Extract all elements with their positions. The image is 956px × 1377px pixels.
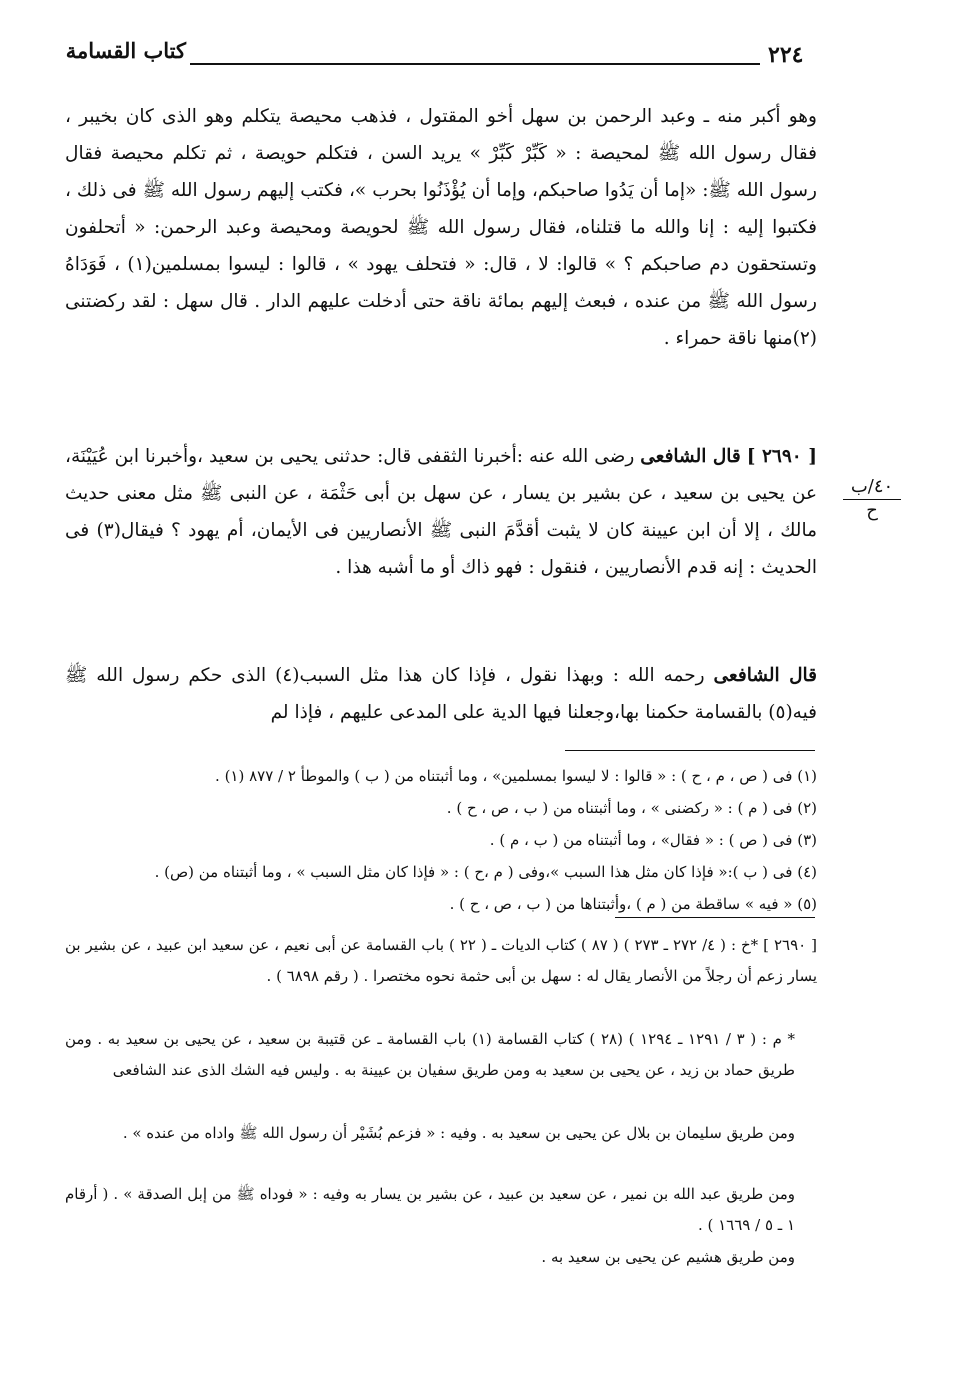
takhrij-entry: ومن طريق سليمان بن بلال عن يحيى بن سعيد به . وفيه : « فزعم بُشَيْر أن رسول الله ﷺ واداه من عنده » .	[122, 1124, 795, 1142]
takhrij-entry: [ ٢٦٩٠ ] *خ : ( ٤/ ٢٧٢ ـ ٢٧٣ ) ( ٨٧ ) كتاب الديات ـ ( ٢٢ ) باب القسامة عن أبى نعيم ، عن سعيد ابن عبيد ، عن بشير بن يسار زعم أن رجلاً من الأنصار يقال له : سهل بن أبى حثمة نحوه مختصرا . ( رقم ٦٨٩٨ ) .	[65, 936, 818, 985]
footnote-separator	[565, 750, 815, 751]
paragraph-text: :أخبرنا الثقفى قال: حدثنى يحيى بن سعيد ،وأخبرنا ابن عُيَيْنَة، عن يحيى بن سعيد ، عن بشير بن يسار ، عن سهل بن أبى حَثْمَة ، عن النبى ﷺ مثل معنى حديث مالك ، إلا أن ابن عيينة كان لا يثبت أقدَّمَ النبى ﷺ الأنصاريين فى الأيمان، أم يهود ؟ فيقال(٣) فى الحديث : إنه قدم الأنصاريين ، فنقول : فهو ذاك أو ما أشبه هذا .	[65, 446, 817, 578]
footnote: (١) فى ( ص ، م ، ح ) : « قالوا : لا ليسوا بمسلمين» ، وما أثبتناه من ( ب ) والموطأ ٢ / ٨٧٧ (١) .	[215, 767, 817, 785]
variant-notes	[80, 760, 817, 920]
takhrij-block	[65, 1118, 817, 1149]
takhrij-entry: ومن طريق عبد الله بن نمير ، عن سعيد بن عبيد ، عن بشير بن يسار به وفيه : « فوداه ﷺ من إبل الصدقة » . ( أرقام ١ ـ ٥ / ١٦٦٩ ) .	[65, 1185, 795, 1234]
takhrij-block	[65, 930, 817, 992]
folio-number: ٤٠/ب	[850, 476, 894, 497]
footnote: (٥) « فيه » ساقطة من ( م ) ،وأثبتناها من ( ب ، ص ، ح ) .	[449, 895, 817, 913]
footnote: (٢) فى ( م ) : « ركضنى » ، وما أثبتناه من ( ب ، ص ، ح ) .	[446, 799, 817, 817]
chapter-title: كتاب القسامة	[65, 38, 186, 63]
takhrij-block	[65, 1179, 817, 1241]
takhrij-separator	[615, 917, 815, 918]
manuscript-siglum: ح	[866, 500, 878, 521]
takhrij-entry: * م : ( ٣ / ١٢٩١ ـ ١٢٩٤ ) (٢٨ ) كتاب القسامة (١) باب القسامة ـ عن قتيبة بن سعيد ، عن يحيى بن سعيد به . ومن طريق حماد بن زيد ، عن يحيى بن سعيد به ومن طريق سفيان بن عيينة به . وليس فيه الشك الذى عند الشافعى	[65, 1030, 796, 1079]
page-number: ٢٢٤	[768, 42, 804, 68]
footnote: (٤) فى ( ب ):« فإذا كان مثل هذا السبب »،وفى ( م ،ح ) : « فإذا كان مثل السبب » ، وما أثبتناه من (ص) .	[154, 863, 817, 881]
speaker-name: قال الشافعى	[640, 446, 741, 467]
takhrij-block	[65, 1024, 817, 1086]
takhrij-entry: ومن طريق هشيم عن يحيى بن سعيد به .	[541, 1248, 795, 1266]
main-paragraph-3	[65, 657, 817, 731]
manuscript-folio-note	[842, 476, 902, 521]
main-paragraph-2	[65, 438, 817, 586]
header-rule	[190, 63, 760, 65]
footnote: (٣) فى ( ص ) : « فقال» ، وما أثبتناه من ( ب ، م ) .	[489, 831, 817, 849]
hadith-number: [ ٢٦٩٠ ]	[746, 446, 818, 467]
main-paragraph-1	[65, 98, 817, 357]
takhrij-block	[65, 1242, 817, 1273]
honorific: رضى الله عنه	[528, 446, 635, 467]
paragraph-text: وهو أكبر منه ـ وعبد الرحمن بن سهل أخو المقتول ، فذهب محيصة يتكلم وهو الذى كان بخيبر ، فقال رسول الله ﷺ لمحيصة : « كَبِّرْ كَبِّرْ » يريد السن ، فتكلم حويصة ، ثم تكلم محيصة فقال رسول الله ﷺ: «إما أن يَدُوا صاحبكم، وإما أن يُؤْذَنُوا بحرب »، فكتب إليهم رسول الله ﷺ فى ذلك ، فكتبوا إليه : إنا والله ما قتلناه، فقال رسول الله ﷺ لحويصة ومحيصة وعبد الرحمن: « أتحلفون وتستحقون دم صاحبكم ؟ » قالوا: لا ، قال: « فتحلف يهود » ، قالوا : ليسوا بمسلمين(١) ، فَوَدَاهُ رسول الله ﷺ من عنده ، فبعث إليهم بمائة ناقة حتى أدخلت عليهم الدار . قال سهل : لقد ركضتنى (٢)منها ناقة حمراء .	[65, 106, 817, 349]
paragraph-text: رحمه الله : وبهذا نقول ، فإذا كان هذا مثل السبب(٤) الذى حكم رسول الله ﷺ فيه(٥) بالقسامة حكمنا بها،وجعلنا فيها الدية على المدعى عليهم ، فإذا لم	[65, 665, 817, 723]
speaker-name: قال الشافعى	[713, 665, 817, 686]
